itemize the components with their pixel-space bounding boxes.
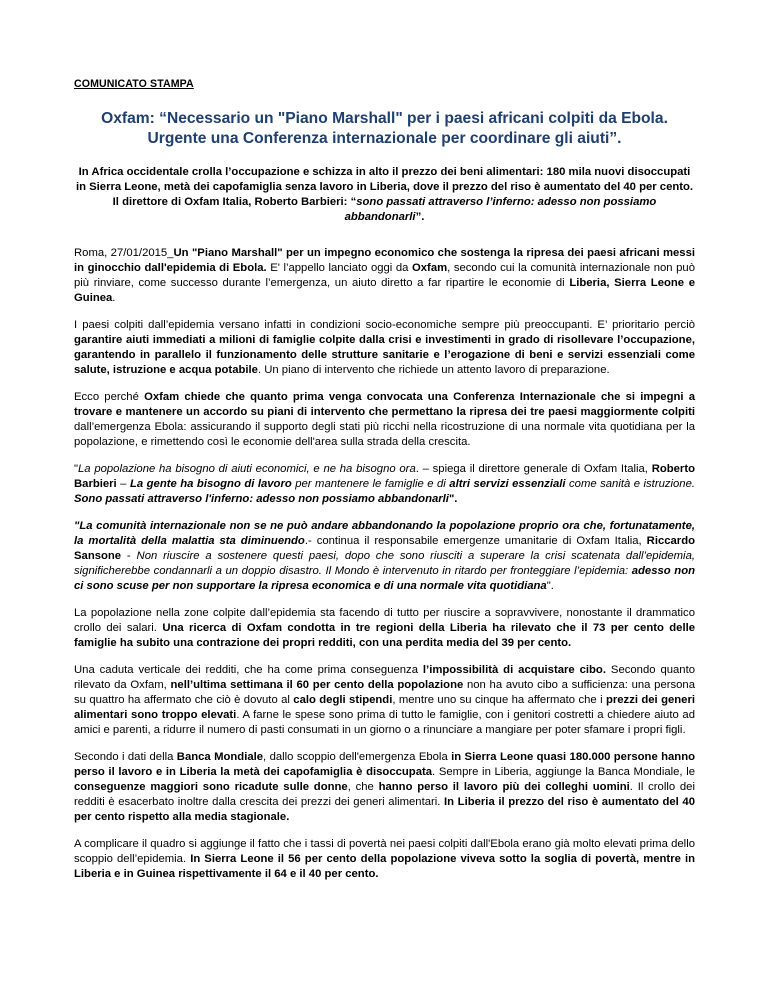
- p4-text-2: . – spiega il direttore generale di Oxfam Italia,: [415, 463, 652, 475]
- p4-italic-3: come sanità e istruzione.: [565, 478, 696, 490]
- p1-text-3: .: [112, 292, 116, 304]
- p4-bold-italic-3: Sono passati attraverso l'inferno: adesso non possiamo abbandonarli: [74, 493, 449, 505]
- paragraph-3: [74, 390, 695, 450]
- lead-paragraph: [74, 165, 695, 225]
- p7-text-3: non ha avuto cibo a sufficienza: una persona su quattro ha affermato che ciò è dovuto al: [74, 679, 695, 706]
- p7-bold-1: l’impossibilità di acquistare cibo.: [422, 664, 606, 676]
- p6-bold-1: Una ricerca di Oxfam condotta in tre regioni della Liberia ha rilevato che il 73 per cento delle famiglie ha subito una contrazione dei propri redditi, con una perdita media del 39 per cento.: [74, 622, 696, 649]
- lead-quote: sono passati attraverso l’inferno: adesso non possiamo abbandonarli: [344, 196, 657, 223]
- p2-text-1: I paesi colpiti dall’epidemia versano infatti in condizioni socio-economiche sempre più preoccupanti. E’ prioritario perciò: [74, 319, 695, 331]
- paragraph-9: [74, 837, 695, 882]
- p1-text-1: E' l’appello lanciato oggi da: [266, 262, 412, 274]
- p9-text-1: A complicare il quadro si aggiunge il fatto che i tassi di povertà nei paesi colpiti dall'Ebola erano già molto elevati prima dello scoppio dell’epidemia.: [74, 838, 695, 865]
- p4-bold-1: Roberto Barbieri: [74, 463, 695, 490]
- headline-line-2: Urgente una Conferenza internazionale per coordinare gli aiuti”.: [147, 130, 622, 147]
- p4-text-1: ": [74, 463, 79, 475]
- p9-bold-1: In Sierra Leone il 56 per cento della popolazione viveva sotto la soglia di povertà, mentre in Liberia e in Guinea rispettivamente il 64 e il 40 per cento.: [74, 853, 695, 880]
- p7-bold-4: prezzi dei generi alimentari sono troppo elevati: [74, 694, 695, 721]
- p3-text-2: dall’emergenza Ebola: assicurando il supporto degli stati più ricchi nella ricostruzione di una normale vita quotidiana per la popolazione, e rimettendo così le economie dell'area sulla strada della crescita.: [74, 421, 695, 448]
- p5-text-1: .- continua il responsabile emergenze umanitarie di Oxfam Italia,: [304, 535, 647, 547]
- p8-bold-5: In Liberia il prezzo del riso è aumentato del 40 per cento rispetto alla media stagionale.: [74, 796, 695, 823]
- p7-bold-3: calo degli stipendi: [293, 694, 393, 706]
- paragraph-2: [74, 318, 695, 378]
- p6-text-1: La popolazione nella zone colpite dall’epidemia sta facendo di tutto per riuscire a sopravvivere, nonostante il drammatico crollo dei salari.: [74, 607, 695, 634]
- paragraph-6: [74, 606, 695, 651]
- p4-italic-1: La popolazione ha bisogno di aiuti economici, e ne ha bisogno ora: [78, 463, 416, 475]
- p4-italic-2: per mantenere le famiglie e di: [291, 478, 450, 490]
- p8-text-2: , dallo scoppio dell'emergenza Ebola: [263, 751, 452, 763]
- p8-bold-4: hanno perso il lavoro più dei colleghi uomini: [378, 781, 630, 793]
- p2-bold-1: garantire aiuti immediati a milioni di famiglie colpite dalla crisi e investimenti in grado di risollevare l’occupazione, garantendo in parallelo il funzionamento delle strutture sanitarie e l’erogazione di beni e servizi essenziali come salute, istruzione e acqua potabile: [74, 334, 695, 376]
- p5-bold-italic-1: "La comunità internazionale non se ne può andare abbandonando la popolazione proprio ora che, fortunatamente, la mortalità della malattia sta diminuendo: [74, 520, 695, 547]
- p4-bold-italic-1: La gente ha bisogno di lavoro: [129, 478, 292, 490]
- p5-text-2: -: [121, 550, 137, 562]
- paragraph-5: [74, 519, 695, 594]
- p7-text-4: , mentre uno su cinque ha affermato che i: [392, 694, 606, 706]
- p7-text-1: Una caduta verticale dei redditi, che ha come prima conseguenza: [74, 664, 423, 676]
- p8-text-4: , che: [347, 781, 379, 793]
- p2-text-2: . Un piano di intervento che richiede un attento lavoro di preparazione.: [257, 364, 610, 376]
- p1-bold-2: Oxfam: [411, 262, 448, 274]
- p4-bold-2: ".: [448, 493, 458, 505]
- p1-text-2: , secondo cui la comunità internazionale non può più rinviare, come successo durante l’emergenza, un aiuto diretto a far ripartire le economie di: [74, 262, 695, 289]
- paragraph-4: [74, 462, 695, 507]
- press-release-label: COMUNICATO STAMPA: [74, 78, 194, 90]
- p5-bold-1: Riccardo Sansone: [74, 535, 695, 562]
- p1-bold-3: Liberia, Sierra Leone e Guinea: [74, 277, 695, 304]
- p5-bold-italic-2: adesso non ci sono scuse per non supportare la ripresa economica e di una normale vita quotidiana: [74, 565, 695, 592]
- p7-bold-2: nell’ultima settimana il 60 per cento della popolazione: [170, 679, 464, 691]
- p8-bold-1: Banca Mondiale: [176, 751, 264, 763]
- p8-text-1: Secondo i dati della: [74, 751, 177, 763]
- p8-text-5: . Il crollo dei redditi è esacerbato inoltre dalla crescita dei prezzi dei generi alimentari.: [74, 781, 695, 808]
- paragraph-1: [74, 246, 695, 306]
- p4-text-3: –: [116, 478, 130, 490]
- p1-bold-1: Un "Piano Marshall" per un impegno economico che sostenga la ripresa dei paesi africani messi in ginocchio dall'epidemia di Ebola.: [74, 247, 696, 274]
- p8-bold-2: in Sierra Leone quasi 180.000 persone hanno perso il lavoro e in Liberia la metà dei capofamiglia è disoccupata: [74, 751, 696, 778]
- lead-tail: ”.: [415, 211, 425, 223]
- paragraph-8: [74, 750, 695, 825]
- p5-text-3: ".: [546, 580, 554, 592]
- headline: [74, 109, 695, 149]
- p8-text-3: . Sempre in Liberia, aggiunge la Banca Mondiale, le: [432, 766, 695, 778]
- p4-bold-italic-2: altri servizi essenziali: [449, 478, 566, 490]
- paragraph-7: [74, 663, 695, 738]
- dateline: Roma, 27/01/2015_: [74, 247, 174, 259]
- p8-bold-3: conseguenze maggiori sono ricadute sulle donne: [74, 781, 348, 793]
- p7-text-5: . A farne le spese sono prima di tutto le famiglie, con i genitori costretti a chiedere aiuto ad amici e parenti, a ridurre il numero di pasti consumati in un giorno o a rinunciare a mangiare per poter sfamare i propri figli.: [74, 709, 696, 736]
- lead-text: In Africa occidentale crolla l’occupazione e schizza in alto il prezzo dei beni alimentari: 180 mila nuovi disoccupati in Sierra Leone, metà dei capofamiglia senza lavoro in Liberia, dove il prezzo del riso è aumentato del 40 per cento. Il direttore di Oxfam Italia, Roberto Barbieri: “: [75, 166, 694, 208]
- p3-bold-1: Oxfam chiede che quanto prima venga convocata una Conferenza Internazionale che si impegni a trovare e mantenere un accordo su piani di intervento che permettano la ripresa dei tre paesi maggiormente colpiti: [74, 391, 696, 418]
- p5-italic-1: Non riuscire a sostenere questi paesi, dopo che sono riusciti a superare la crisi scatenata dall’epidemia, significherebbe condannarli a un doppio disastro. Il Mondo è intervenuto in ritardo per fronteggiare l’epidemia:: [74, 550, 695, 577]
- headline-line-1: Oxfam: “Necessario un "Piano Marshall" per i paesi africani colpiti da Ebola.: [101, 110, 668, 127]
- p3-text-1: Ecco perché: [74, 391, 145, 403]
- p7-text-2: Secondo quanto rilevato da Oxfam,: [74, 664, 696, 691]
